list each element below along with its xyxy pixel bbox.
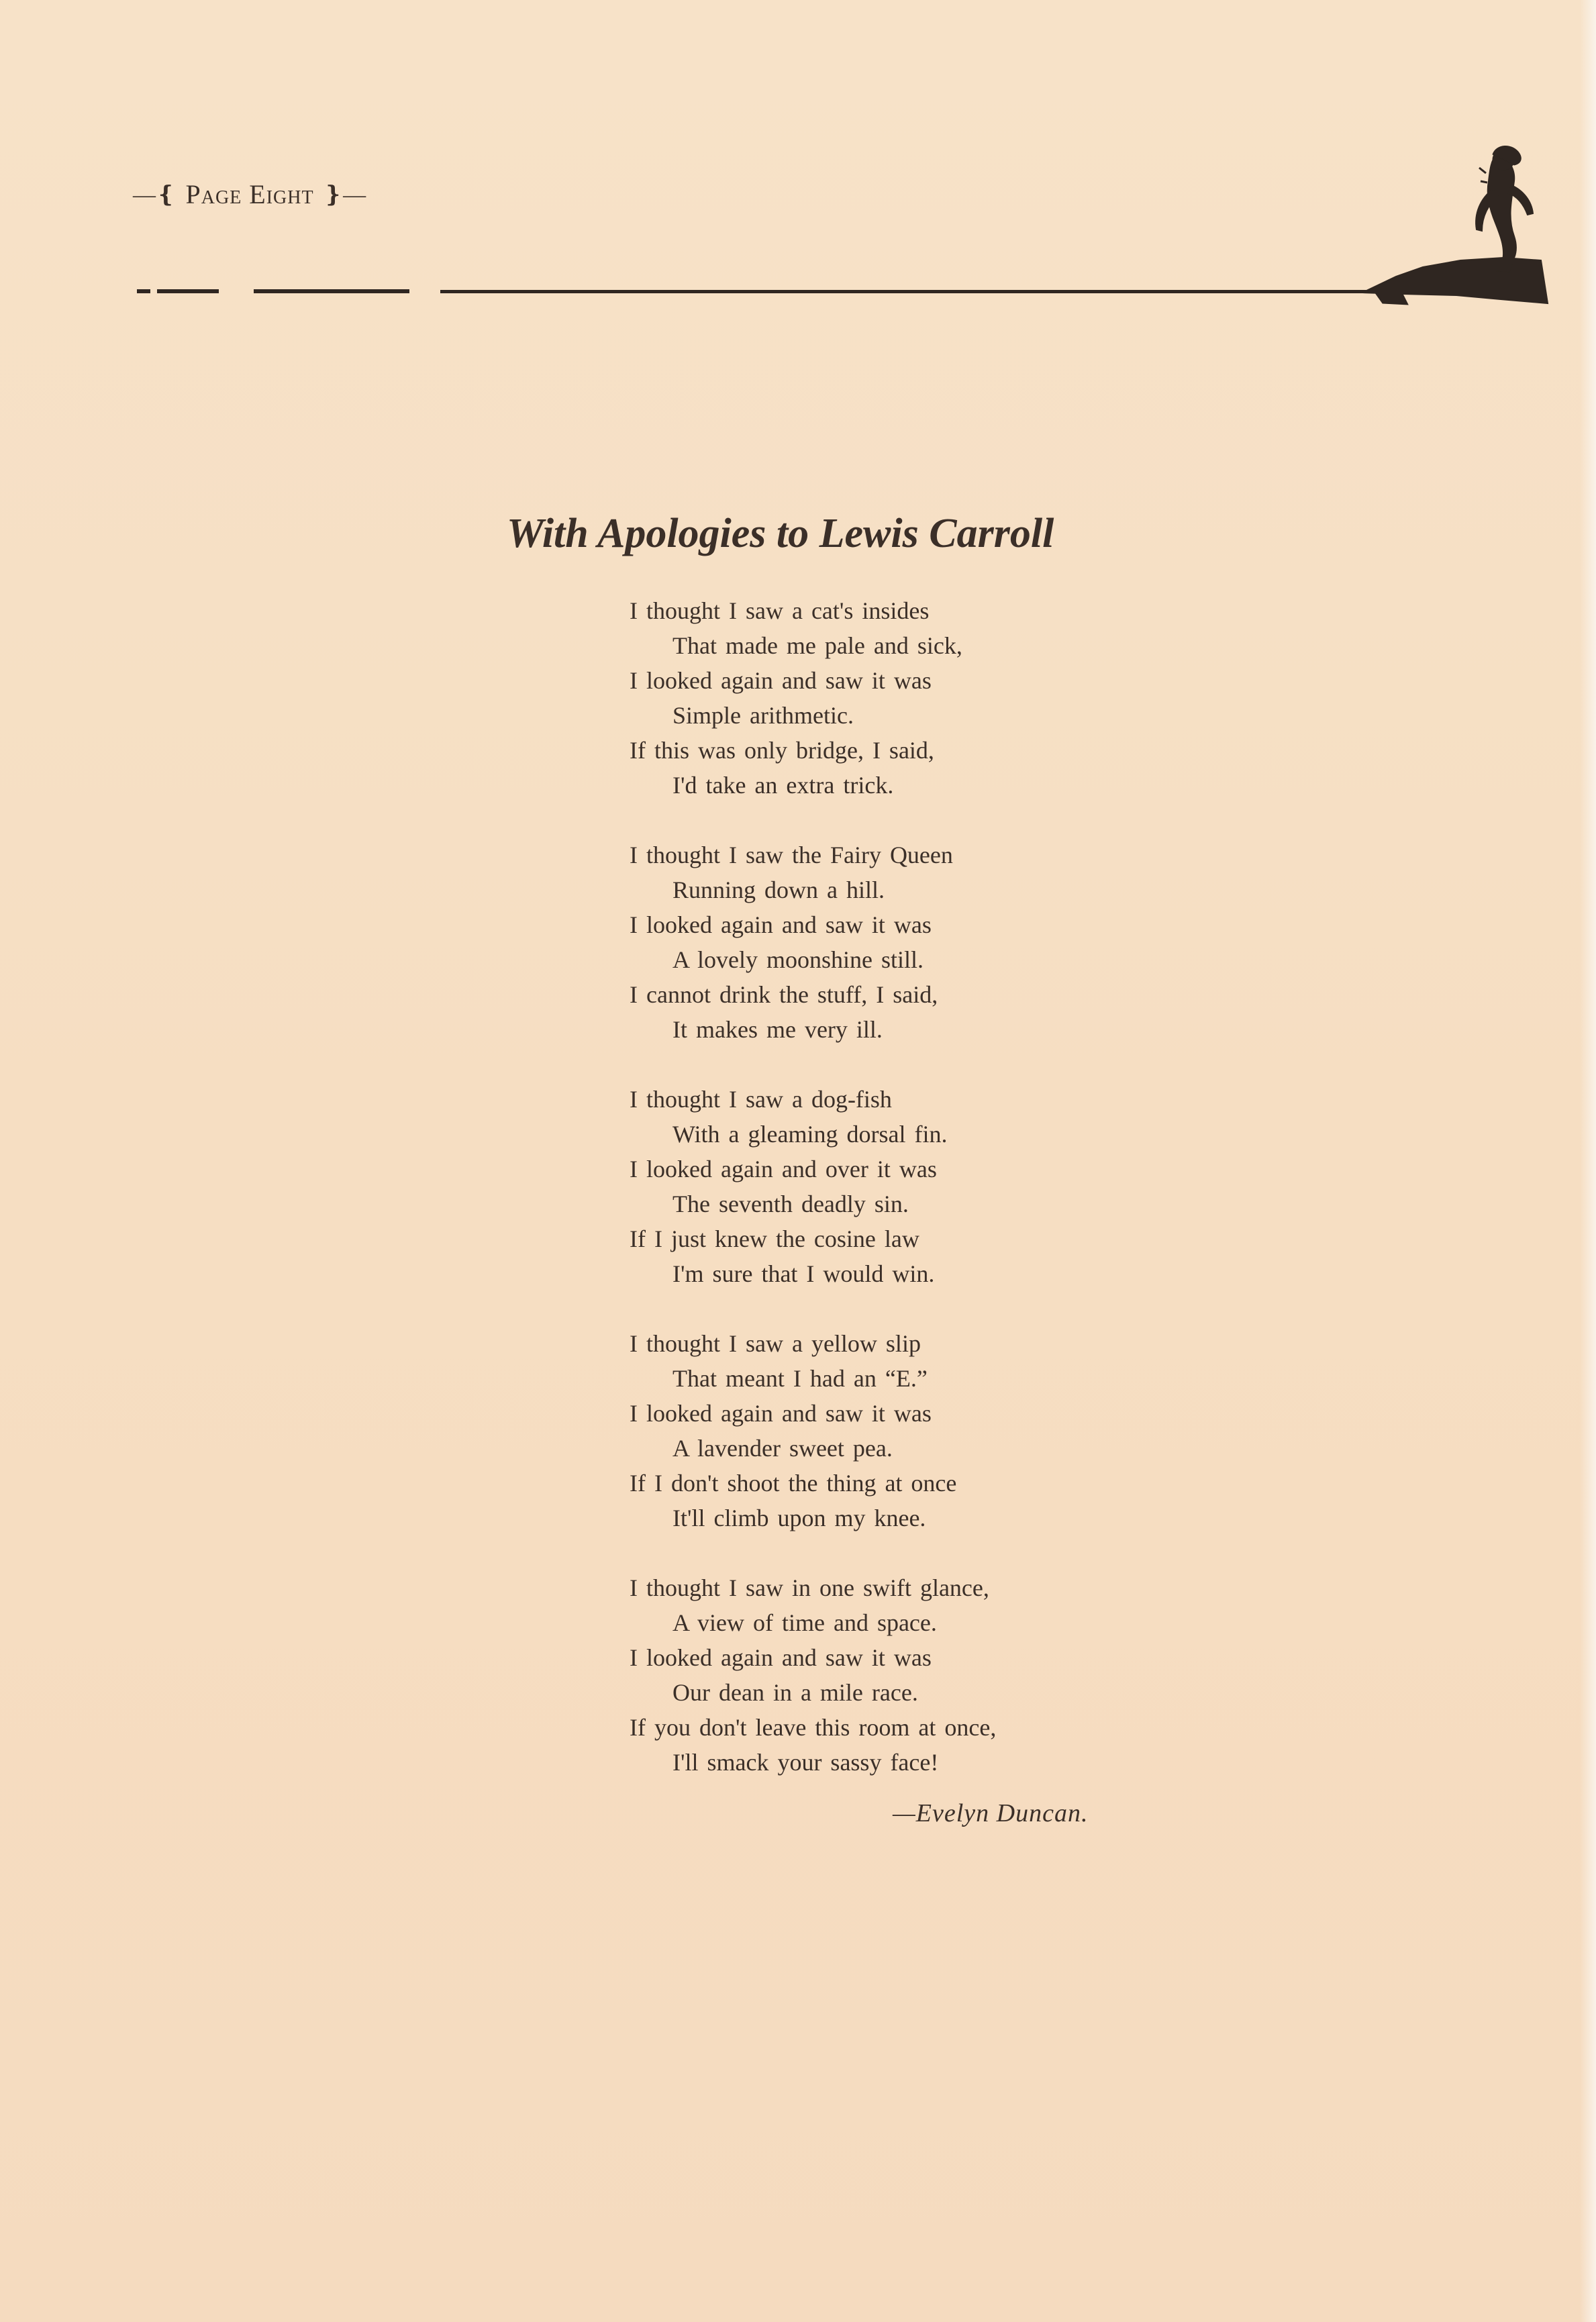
header-rule <box>0 0 1596 349</box>
poem-line: I'd take an extra trick. <box>672 772 894 799</box>
poem-line: A view of time and space. <box>672 1609 937 1636</box>
poem-line: If this was only bridge, I said, <box>630 737 934 764</box>
poem-line: I thought I saw a cat's insides <box>630 597 930 624</box>
poem-line: If I don't shoot the thing at once <box>630 1470 957 1497</box>
poem-line: I looked again and over it was <box>630 1156 937 1182</box>
diver-figure-icon <box>1362 146 1548 305</box>
poem-line: Simple arithmetic. <box>672 702 854 729</box>
stanza <box>630 593 996 803</box>
rule-dash-3 <box>254 289 409 293</box>
poem-line: If I just knew the cosine law <box>630 1225 919 1252</box>
poem-line: I looked again and saw it was <box>630 667 932 694</box>
stanza <box>630 1570 996 1780</box>
stanza <box>630 1326 996 1535</box>
poem-line: That meant I had an “E.” <box>672 1365 928 1392</box>
page-label: Page Eight <box>185 179 314 209</box>
poem-line: I looked again and saw it was <box>630 911 932 938</box>
poem-line: I'll smack your sassy face! <box>672 1749 939 1776</box>
ornament-left-icon: —❴ <box>133 182 177 207</box>
poem-line: Running down a hill. <box>672 876 885 903</box>
poem-line: With a gleaming dorsal fin. <box>672 1121 948 1148</box>
stanza <box>630 838 996 1047</box>
rule-dash-2 <box>157 289 219 293</box>
poem-line: I looked again and saw it was <box>630 1644 932 1671</box>
poem-line: I'm sure that I would win. <box>672 1260 935 1287</box>
poem-line: It makes me very ill. <box>672 1016 883 1043</box>
poem-line: I thought I saw in one swift glance, <box>630 1574 989 1601</box>
poem-line: It'll climb upon my knee. <box>672 1505 926 1531</box>
poem-line: The seventh deadly sin. <box>672 1191 909 1217</box>
poem-body <box>630 593 996 1815</box>
poem-line: A lovely moonshine still. <box>672 946 924 973</box>
poem-line: Our dean in a mile race. <box>672 1679 918 1706</box>
ornament-right-icon: ❵— <box>323 182 367 207</box>
stanza <box>630 1082 996 1291</box>
poem-title: With Apologies to Lewis Carroll <box>507 511 1054 556</box>
poem-line: I looked again and saw it was <box>630 1400 932 1427</box>
rule-dash-1 <box>137 289 150 293</box>
poem-line: I thought I saw a yellow slip <box>630 1330 921 1357</box>
rule-main-line <box>440 290 1380 293</box>
author-signature: —Evelyn Duncan. <box>893 1799 1089 1827</box>
poem-line: I thought I saw the Fairy Queen <box>630 842 953 868</box>
poem-line: If you don't leave this room at once, <box>630 1714 997 1741</box>
poem-line: I cannot drink the stuff, I said, <box>630 981 938 1008</box>
poem-line: I thought I saw a dog-fish <box>630 1086 892 1113</box>
poem-line: That made me pale and sick, <box>672 632 962 659</box>
poem-line: A lavender sweet pea. <box>672 1435 893 1462</box>
